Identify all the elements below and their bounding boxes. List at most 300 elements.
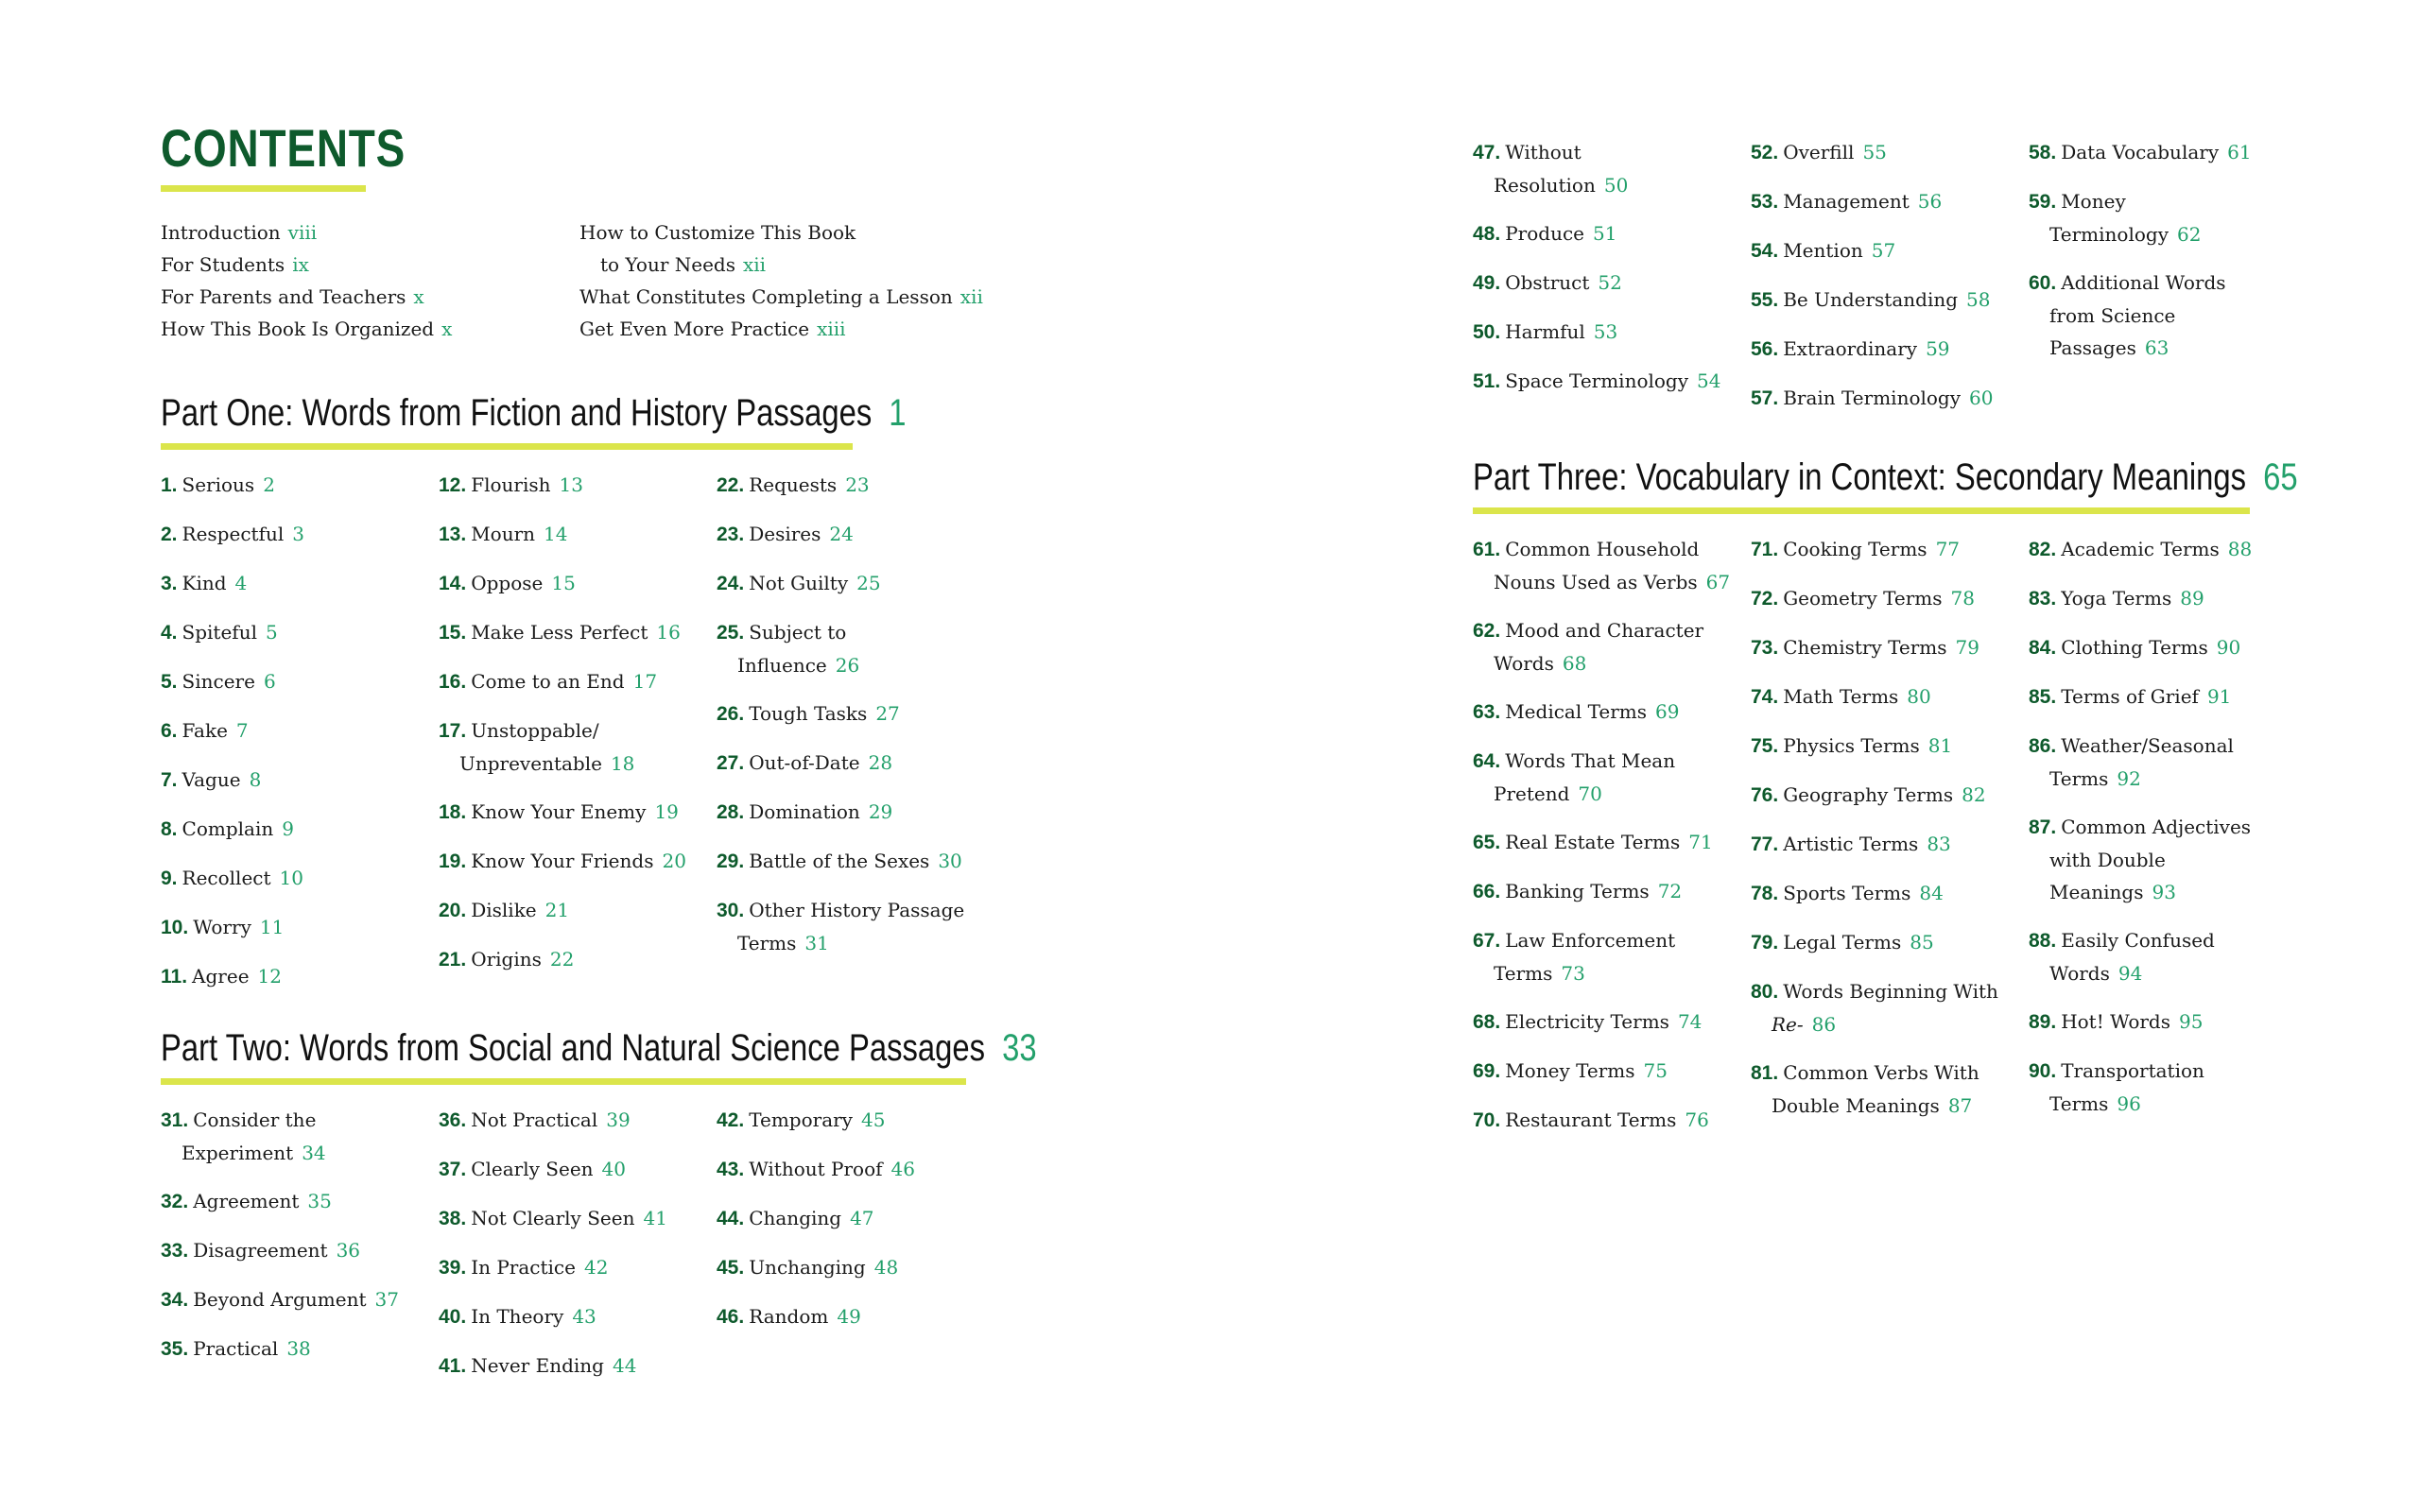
entry-number: 81. bbox=[1751, 1062, 1779, 1084]
toc-entry[interactable] bbox=[1751, 926, 2034, 959]
entry-number: 88. bbox=[2029, 930, 2057, 952]
part-three-column-1 bbox=[1473, 533, 1756, 1153]
toc-entry[interactable] bbox=[439, 1251, 722, 1284]
entry-page-number: 61 bbox=[2227, 141, 2252, 163]
entry-page-number: 80 bbox=[1907, 685, 1931, 708]
entry-title-continued: Terms 92 bbox=[2049, 767, 2141, 790]
part-two-continued-column-3 bbox=[2029, 136, 2312, 380]
entry-number: 83. bbox=[2029, 588, 2057, 610]
toc-entry[interactable] bbox=[1751, 382, 2034, 415]
toc-entry[interactable] bbox=[2029, 811, 2312, 908]
entry-title: Battle of the Sexes bbox=[749, 850, 930, 872]
toc-entry[interactable] bbox=[1751, 533, 2034, 566]
entry-title: Serious bbox=[182, 473, 255, 496]
entry-number: 56. bbox=[1751, 338, 1779, 360]
entry-page-number: 56 bbox=[1917, 190, 1943, 213]
toc-entry[interactable] bbox=[717, 1104, 1000, 1137]
entry-title: Cooking Terms bbox=[1783, 538, 1927, 560]
toc-entry[interactable] bbox=[717, 747, 1000, 780]
entry-page-number: 27 bbox=[875, 702, 900, 725]
entry-title-continued: Re- 86 bbox=[1772, 1013, 1837, 1036]
front-matter-left bbox=[161, 216, 452, 345]
toc-entry[interactable] bbox=[2029, 266, 2312, 364]
toc-entry[interactable] bbox=[1751, 333, 2034, 366]
toc-entry[interactable] bbox=[439, 616, 722, 649]
toc-entry[interactable] bbox=[161, 764, 444, 797]
entry-title: Yoga Terms bbox=[2061, 587, 2172, 610]
entry-page-number: 71 bbox=[1688, 831, 1713, 853]
entry-page-number: 22 bbox=[549, 948, 575, 971]
toc-entry[interactable] bbox=[161, 518, 444, 551]
entry-number: 76. bbox=[1751, 784, 1779, 806]
entry-number: 40. bbox=[439, 1306, 467, 1328]
toc-entry[interactable] bbox=[717, 697, 1000, 730]
entry-page-number: 90 bbox=[2216, 636, 2241, 659]
toc-entry[interactable] bbox=[717, 796, 1000, 829]
entry-title: Without bbox=[1505, 141, 1582, 163]
entry-title: Transportation bbox=[2061, 1059, 2204, 1082]
entry-page-number: 24 bbox=[829, 523, 854, 545]
entry-title: Know Your Friends bbox=[471, 850, 654, 872]
toc-entry[interactable] bbox=[1751, 185, 2034, 218]
entry-number: 15. bbox=[439, 622, 467, 644]
entry-title: Agreement bbox=[193, 1190, 300, 1212]
entry-number: 25. bbox=[717, 622, 745, 644]
entry-title-continued: with Double bbox=[2049, 849, 2166, 871]
entry-title: Medical Terms bbox=[1505, 700, 1648, 723]
part-two-column-1 bbox=[161, 1104, 444, 1382]
entry-number: 69. bbox=[1473, 1060, 1501, 1082]
entry-title: Real Estate Terms bbox=[1505, 831, 1681, 853]
toc-entry[interactable] bbox=[161, 714, 444, 747]
entry-page-number: 37 bbox=[374, 1288, 399, 1311]
entry-page-number: 5 bbox=[265, 621, 278, 644]
toc-entry[interactable] bbox=[2029, 1055, 2312, 1120]
toc-entry[interactable] bbox=[1473, 696, 1756, 729]
toc-entry[interactable] bbox=[439, 1104, 722, 1137]
entry-number: 28. bbox=[717, 801, 745, 823]
toc-entry[interactable] bbox=[2029, 582, 2312, 615]
toc-entry[interactable] bbox=[439, 943, 722, 976]
toc-entry[interactable] bbox=[1751, 1057, 2034, 1122]
entry-number: 19. bbox=[439, 850, 467, 872]
toc-entry[interactable] bbox=[439, 567, 722, 600]
entry-number: 7. bbox=[161, 769, 178, 791]
front-matter-item[interactable]: Get Even More Practice xiii bbox=[579, 318, 846, 340]
entry-title: Math Terms bbox=[1783, 685, 1899, 708]
entry-page-number: 12 bbox=[257, 965, 282, 988]
entry-title: Other History Passage bbox=[749, 899, 965, 921]
entry-title: Agree bbox=[192, 965, 250, 988]
entry-number: 9. bbox=[161, 868, 178, 889]
entry-number: 17. bbox=[439, 720, 467, 742]
entry-page-number: 26 bbox=[835, 654, 860, 677]
toc-entry[interactable] bbox=[439, 518, 722, 551]
toc-entry[interactable] bbox=[439, 894, 722, 927]
toc-entry[interactable] bbox=[2029, 631, 2312, 664]
entry-number: 36. bbox=[439, 1109, 467, 1131]
entry-title: Complain bbox=[182, 817, 274, 840]
toc-entry[interactable] bbox=[161, 813, 444, 846]
toc-entry[interactable] bbox=[717, 845, 1000, 878]
toc-entry[interactable] bbox=[717, 894, 1000, 959]
entry-page-number: 78 bbox=[1950, 587, 1975, 610]
entry-page-number: 51 bbox=[1592, 222, 1617, 245]
toc-entry[interactable] bbox=[439, 1153, 722, 1186]
entry-title-continued: Passages 63 bbox=[2049, 336, 2169, 359]
entry-title: Money Terms bbox=[1505, 1059, 1635, 1082]
entry-number: 59. bbox=[2029, 191, 2057, 213]
entry-number: 68. bbox=[1473, 1011, 1501, 1033]
toc-entry[interactable] bbox=[1473, 1104, 1756, 1137]
front-matter-item[interactable]: Introduction viii bbox=[161, 221, 318, 244]
entry-page-number: 72 bbox=[1657, 880, 1683, 902]
entry-title: Be Understanding bbox=[1783, 288, 1959, 311]
toc-entry[interactable] bbox=[1751, 234, 2034, 267]
entry-page-number: 3 bbox=[292, 523, 304, 545]
entry-title: Domination bbox=[749, 800, 860, 823]
toc-entry[interactable] bbox=[1751, 582, 2034, 615]
toc-entry[interactable] bbox=[161, 1283, 444, 1316]
front-matter-item[interactable]: For Parents and Teachers x bbox=[161, 285, 424, 308]
entry-number: 5. bbox=[161, 671, 178, 693]
entry-page-number: 59 bbox=[1926, 337, 1950, 360]
part-one-underline bbox=[161, 443, 853, 450]
entry-page-number: 43 bbox=[572, 1305, 596, 1328]
toc-entry[interactable] bbox=[439, 1349, 722, 1383]
toc-entry[interactable] bbox=[1751, 730, 2034, 763]
toc-entry[interactable] bbox=[1751, 680, 2034, 713]
entry-title: Without Proof bbox=[749, 1158, 883, 1180]
entry-number: 52. bbox=[1751, 142, 1779, 163]
entry-title: Money bbox=[2061, 190, 2126, 213]
toc-entry[interactable] bbox=[717, 1251, 1000, 1284]
entry-page-number: 55 bbox=[1862, 141, 1887, 163]
entry-page-number: 73 bbox=[1561, 962, 1585, 985]
toc-entry[interactable] bbox=[717, 616, 1000, 681]
entry-number: 65. bbox=[1473, 832, 1501, 853]
toc-entry[interactable] bbox=[2029, 730, 2312, 795]
entry-title: Space Terminology bbox=[1505, 369, 1689, 392]
toc-entry[interactable] bbox=[2029, 1005, 2312, 1039]
toc-entry[interactable] bbox=[717, 1300, 1000, 1333]
entry-title: Additional Words bbox=[2061, 271, 2226, 294]
entry-page-number: 29 bbox=[868, 800, 893, 823]
toc-entry[interactable] bbox=[717, 567, 1000, 600]
toc-entry[interactable] bbox=[1751, 136, 2034, 169]
entry-page-number: 82 bbox=[1962, 783, 1986, 806]
entry-number: 47. bbox=[1473, 142, 1501, 163]
entry-number: 37. bbox=[439, 1159, 467, 1180]
entry-page-number: 85 bbox=[1910, 931, 1934, 954]
entry-title: Beyond Argument bbox=[193, 1288, 367, 1311]
entry-number: 77. bbox=[1751, 833, 1779, 855]
entry-title: Data Vocabulary bbox=[2061, 141, 2220, 163]
toc-entry[interactable] bbox=[1473, 1005, 1756, 1039]
entry-page-number: 49 bbox=[837, 1305, 861, 1328]
entry-page-number: 35 bbox=[307, 1190, 332, 1212]
entry-number: 85. bbox=[2029, 686, 2057, 708]
entry-number: 80. bbox=[1751, 981, 1779, 1003]
entry-page-number: 52 bbox=[1598, 271, 1622, 294]
entry-number: 86. bbox=[2029, 735, 2057, 757]
entry-number: 75. bbox=[1751, 735, 1779, 757]
entry-page-number: 38 bbox=[286, 1337, 311, 1360]
toc-entry[interactable] bbox=[1473, 875, 1756, 908]
toc-entry[interactable] bbox=[161, 911, 444, 944]
entry-title-continued: Double Meanings 87 bbox=[1772, 1094, 1973, 1117]
entry-number: 53. bbox=[1751, 191, 1779, 213]
entry-title: Vague bbox=[182, 768, 241, 791]
toc-entry[interactable] bbox=[1751, 631, 2034, 664]
entry-title: Oppose bbox=[471, 572, 544, 594]
entry-page-number: 39 bbox=[606, 1108, 631, 1131]
toc-entry[interactable] bbox=[1751, 284, 2034, 317]
toc-entry[interactable] bbox=[439, 1300, 722, 1333]
entry-page-number: 11 bbox=[259, 916, 285, 938]
toc-entry[interactable] bbox=[1473, 266, 1756, 300]
entry-number: 90. bbox=[2029, 1060, 2057, 1082]
entry-title: Clearly Seen bbox=[471, 1158, 594, 1180]
entry-number: 84. bbox=[2029, 637, 2057, 659]
toc-entry[interactable] bbox=[2029, 136, 2312, 169]
front-matter-item[interactable]: How This Book Is Organized x bbox=[161, 318, 453, 340]
toc-entry[interactable] bbox=[1751, 828, 2034, 861]
entry-title: Geometry Terms bbox=[1783, 587, 1943, 610]
toc-entry[interactable] bbox=[1751, 877, 2034, 910]
toc-entry[interactable] bbox=[1751, 975, 2034, 1040]
toc-entry[interactable] bbox=[1473, 826, 1756, 859]
entry-title: Out-of-Date bbox=[749, 751, 860, 774]
entry-page-number: 34 bbox=[302, 1142, 326, 1164]
toc-entry[interactable] bbox=[1473, 614, 1756, 679]
toc-entry[interactable] bbox=[161, 960, 444, 993]
entry-number: 70. bbox=[1473, 1109, 1501, 1131]
toc-entry[interactable] bbox=[161, 665, 444, 698]
entry-page-number: 95 bbox=[2178, 1010, 2204, 1033]
entry-page-number: 91 bbox=[2206, 685, 2232, 708]
entry-title: Sports Terms bbox=[1783, 882, 1911, 904]
entry-title: Requests bbox=[749, 473, 838, 496]
entry-number: 2. bbox=[161, 524, 178, 545]
toc-entry[interactable] bbox=[161, 1185, 444, 1218]
toc-entry[interactable] bbox=[1473, 217, 1756, 250]
toc-entry[interactable] bbox=[1473, 136, 1756, 201]
entry-page-number: 6 bbox=[263, 670, 276, 693]
entry-title: Unstoppable/ bbox=[471, 719, 599, 742]
entry-page-number: 31 bbox=[804, 932, 829, 954]
toc-entry[interactable] bbox=[161, 1104, 444, 1169]
part-one-heading[interactable]: Part One: Words from Fiction and History Passages 1 bbox=[161, 392, 907, 434]
entry-page-number: 40 bbox=[601, 1158, 626, 1180]
entry-page-number: 92 bbox=[2117, 767, 2141, 790]
toc-entry[interactable] bbox=[717, 1153, 1000, 1186]
entry-title: Produce bbox=[1505, 222, 1584, 245]
toc-entry[interactable] bbox=[439, 665, 722, 698]
entry-title: Not Practical bbox=[471, 1108, 598, 1131]
entry-page-number: 60 bbox=[1969, 387, 1994, 409]
entry-title: In Practice bbox=[471, 1256, 576, 1279]
entry-page-number: 76 bbox=[1685, 1108, 1709, 1131]
entry-page-number: 30 bbox=[938, 850, 962, 872]
entry-page-number: 19 bbox=[654, 800, 679, 823]
entry-page-number: 8 bbox=[249, 768, 262, 791]
entry-title-continued: Influence 26 bbox=[737, 654, 860, 677]
toc-entry[interactable] bbox=[161, 1332, 444, 1366]
front-matter-item-continued[interactable]: to Your Needs xii bbox=[600, 253, 767, 276]
toc-entry[interactable] bbox=[1473, 365, 1756, 398]
entry-title: Never Ending bbox=[471, 1354, 604, 1377]
entry-number: 26. bbox=[717, 703, 745, 725]
entry-page-number: 84 bbox=[1919, 882, 1944, 904]
entry-number: 82. bbox=[2029, 539, 2057, 560]
entry-page-number: 70 bbox=[1578, 782, 1602, 805]
entry-number: 63. bbox=[1473, 701, 1501, 723]
entry-title: Tough Tasks bbox=[749, 702, 868, 725]
entry-title: Banking Terms bbox=[1505, 880, 1650, 902]
entry-page-number: 86 bbox=[1811, 1013, 1837, 1036]
entry-number: 64. bbox=[1473, 750, 1501, 772]
toc-entry[interactable] bbox=[717, 469, 1000, 502]
entry-page-number: 18 bbox=[610, 752, 635, 775]
toc-entry[interactable] bbox=[161, 616, 444, 649]
entry-number: 8. bbox=[161, 818, 178, 840]
entry-title: Electricity Terms bbox=[1505, 1010, 1669, 1033]
entry-page-number: 93 bbox=[2152, 881, 2176, 903]
entry-title: Not Clearly Seen bbox=[471, 1207, 635, 1229]
entry-page-number: 94 bbox=[2118, 962, 2143, 985]
entry-page-number: 36 bbox=[336, 1239, 361, 1262]
part-three-underline bbox=[1473, 507, 2250, 514]
entry-title: Legal Terms bbox=[1783, 931, 1902, 954]
entry-page-number: 75 bbox=[1643, 1059, 1668, 1082]
toc-entry[interactable] bbox=[2029, 533, 2312, 566]
entry-number: 58. bbox=[2029, 142, 2057, 163]
entry-title: Respectful bbox=[182, 523, 285, 545]
part-one-column-3 bbox=[717, 469, 1000, 975]
toc-entry[interactable] bbox=[439, 796, 722, 829]
entry-title: Common Household bbox=[1505, 538, 1700, 560]
entry-page-number: 96 bbox=[2117, 1092, 2141, 1115]
entry-page-number: 20 bbox=[662, 850, 686, 872]
toc-entry[interactable] bbox=[717, 1202, 1000, 1235]
entry-title: Overfill bbox=[1783, 141, 1855, 163]
toc-entry[interactable] bbox=[2029, 185, 2312, 250]
toc-entry[interactable] bbox=[1751, 779, 2034, 812]
toc-entry[interactable] bbox=[439, 845, 722, 878]
toc-entry[interactable] bbox=[1473, 1055, 1756, 1088]
entry-number: 35. bbox=[161, 1338, 189, 1360]
entry-number: 54. bbox=[1751, 240, 1779, 262]
part-two-continued-column-2 bbox=[1751, 136, 2034, 431]
entry-title: Clothing Terms bbox=[2061, 636, 2208, 659]
entry-number: 34. bbox=[161, 1289, 189, 1311]
entry-number: 60. bbox=[2029, 272, 2057, 294]
entry-page-number: 42 bbox=[583, 1256, 609, 1279]
toc-entry[interactable] bbox=[161, 862, 444, 895]
entry-number: 11. bbox=[161, 966, 188, 988]
entry-title: Mourn bbox=[471, 523, 536, 545]
entry-number: 31. bbox=[161, 1109, 189, 1131]
entry-title: Desires bbox=[749, 523, 821, 545]
entry-page-number: 88 bbox=[2227, 538, 2253, 560]
entry-title: Temporary bbox=[749, 1108, 853, 1131]
entry-title: Changing bbox=[749, 1207, 842, 1229]
toc-entry[interactable] bbox=[717, 518, 1000, 551]
toc-entry[interactable] bbox=[1473, 924, 1756, 989]
entry-page-number: 74 bbox=[1677, 1010, 1703, 1033]
entry-title-continued: Terms 73 bbox=[1494, 962, 1585, 985]
toc-entry[interactable] bbox=[1473, 745, 1756, 810]
entry-page-number: 9 bbox=[282, 817, 294, 840]
entry-title: Academic Terms bbox=[2061, 538, 2220, 560]
toc-entry[interactable] bbox=[161, 567, 444, 600]
front-matter-item[interactable]: What Constitutes Completing a Lesson xii bbox=[579, 285, 983, 308]
entry-number: 50. bbox=[1473, 321, 1501, 343]
part-three-heading[interactable]: Part Three: Vocabulary in Context: Secondary Meanings 65 bbox=[1473, 456, 2298, 498]
entry-number: 22. bbox=[717, 474, 745, 496]
entry-title-continued: Terms 31 bbox=[737, 932, 829, 954]
entry-number: 39. bbox=[439, 1257, 467, 1279]
part-two-heading[interactable]: Part Two: Words from Social and Natural Science Passages 33 bbox=[161, 1027, 1037, 1069]
entry-page-number: 79 bbox=[1955, 636, 1979, 659]
entry-page-number: 2 bbox=[263, 473, 275, 496]
entry-page-number: 87 bbox=[1947, 1094, 1973, 1117]
part-one-column-2 bbox=[439, 469, 722, 992]
entry-page-number: 81 bbox=[1927, 734, 1953, 757]
entry-page-number: 17 bbox=[632, 670, 658, 693]
entry-page-number: 28 bbox=[868, 751, 893, 774]
front-matter-item[interactable]: How to Customize This Book bbox=[579, 221, 856, 244]
toc-entry[interactable] bbox=[1473, 316, 1756, 349]
toc-entry[interactable] bbox=[161, 1234, 444, 1267]
entry-title: Consider the bbox=[193, 1108, 317, 1131]
entry-page-number: 62 bbox=[2177, 223, 2202, 246]
entry-page-number: 14 bbox=[544, 523, 568, 545]
entry-title: Words That Mean bbox=[1505, 749, 1676, 772]
toc-entry[interactable] bbox=[1473, 533, 1756, 598]
toc-entry[interactable] bbox=[161, 469, 444, 502]
entry-title: Restaurant Terms bbox=[1505, 1108, 1677, 1131]
entry-number: 4. bbox=[161, 622, 178, 644]
toc-entry[interactable] bbox=[439, 469, 722, 502]
part-three-column-3 bbox=[2029, 533, 2312, 1136]
toc-entry[interactable] bbox=[2029, 680, 2312, 713]
entry-title: Unchanging bbox=[749, 1256, 866, 1279]
toc-entry[interactable] bbox=[439, 714, 722, 780]
entry-number: 32. bbox=[161, 1191, 189, 1212]
front-matter-item[interactable]: For Students ix bbox=[161, 253, 309, 276]
entry-page-number: 69 bbox=[1655, 700, 1680, 723]
toc-entry[interactable] bbox=[2029, 924, 2312, 989]
entry-page-number: 46 bbox=[890, 1158, 915, 1180]
entry-title: Spiteful bbox=[182, 621, 257, 644]
toc-entry[interactable] bbox=[439, 1202, 722, 1235]
entry-title: Not Guilty bbox=[749, 572, 849, 594]
entry-title: Mood and Character bbox=[1505, 619, 1704, 642]
entry-number: 89. bbox=[2029, 1011, 2057, 1033]
entry-number: 74. bbox=[1751, 686, 1779, 708]
entry-title: Make Less Perfect bbox=[471, 621, 648, 644]
entry-number: 66. bbox=[1473, 881, 1501, 902]
entry-number: 30. bbox=[717, 900, 745, 921]
entry-page-number: 13 bbox=[559, 473, 583, 496]
entry-title: Obstruct bbox=[1505, 271, 1590, 294]
entry-page-number: 50 bbox=[1603, 174, 1629, 197]
part-one-column-1 bbox=[161, 469, 444, 1009]
entry-number: 41. bbox=[439, 1355, 467, 1377]
entry-page-number: 47 bbox=[850, 1207, 874, 1229]
